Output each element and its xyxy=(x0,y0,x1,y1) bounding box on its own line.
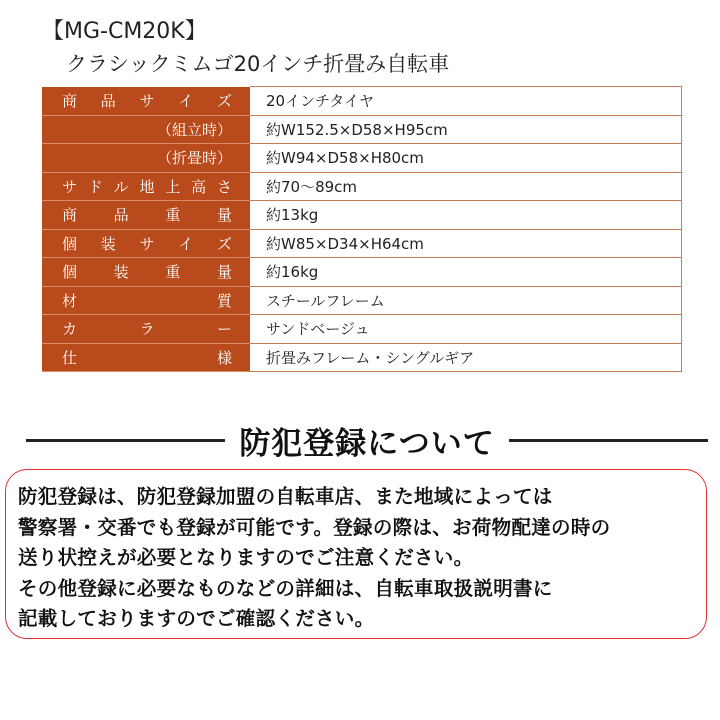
heading-rule-left xyxy=(26,439,225,442)
spec-value: 約70～89cm xyxy=(250,172,682,201)
spec-row-package-weight xyxy=(42,258,682,287)
spec-label: 個 装 重 量 xyxy=(62,263,232,282)
spec-value: 約W152.5×D58×H95cm xyxy=(250,115,682,144)
notice-line: 送り状控えが必要となりますのでご注意ください。 xyxy=(18,546,474,569)
spec-value: 約W94×D58×H80cm xyxy=(250,144,682,173)
spec-label: 材 質 xyxy=(62,291,232,310)
spec-row-material xyxy=(42,286,682,315)
spec-label: （組立時） xyxy=(156,120,232,139)
notice-line: その他登録に必要なものなどの詳細は、自転車取扱説明書に xyxy=(18,576,553,600)
spec-label: サ ド ル 地 上 高 さ xyxy=(62,177,232,196)
spec-row-saddle-height xyxy=(42,172,682,201)
spec-value: 20インチタイヤ xyxy=(250,87,682,116)
heading-rule-right xyxy=(509,439,708,442)
spec-value: 約13kg xyxy=(250,201,682,230)
notice-box xyxy=(5,469,707,639)
spec-label: 商 品 サ イ ズ xyxy=(62,92,232,110)
notice-line: 防犯登録は、防犯登録加盟の自転車店、また地域によっては xyxy=(18,485,553,508)
section-heading xyxy=(26,420,708,460)
section-title: 防犯登録について xyxy=(239,425,495,462)
spec-row-size xyxy=(42,87,682,116)
spec-table xyxy=(42,86,682,372)
spec-value: サンドベージュ xyxy=(250,315,682,344)
product-name: クラシックミムゴ20インチ折畳み自転車 xyxy=(66,52,450,76)
spec-row-color xyxy=(42,315,682,344)
spec-row-weight xyxy=(42,201,682,230)
spec-value: 折畳みフレーム・シングルギア xyxy=(250,343,682,372)
spec-label: （折畳時） xyxy=(156,149,232,168)
spec-label: カ ラ ー xyxy=(62,320,232,339)
spec-value: 約16kg xyxy=(250,258,682,287)
spec-value: スチールフレーム xyxy=(250,286,682,315)
notice-line: 警察署・交番でも登録が可能です。登録の際は、お荷物配達の時の xyxy=(18,515,611,539)
spec-label: 商 品 重 量 xyxy=(62,206,232,225)
spec-row-spec xyxy=(42,343,682,372)
spec-row-package-size xyxy=(42,229,682,258)
notice-line: 記載しておりますのでご確認ください。 xyxy=(18,607,375,630)
spec-label: 個 装 サ イ ズ xyxy=(62,234,232,253)
spec-row-assembled xyxy=(42,115,682,144)
model-number: 【MG-CM20K】 xyxy=(42,19,207,44)
spec-label: 仕 様 xyxy=(62,348,232,367)
spec-value: 約W85×D34×H64cm xyxy=(250,229,682,258)
spec-row-folded xyxy=(42,144,682,173)
